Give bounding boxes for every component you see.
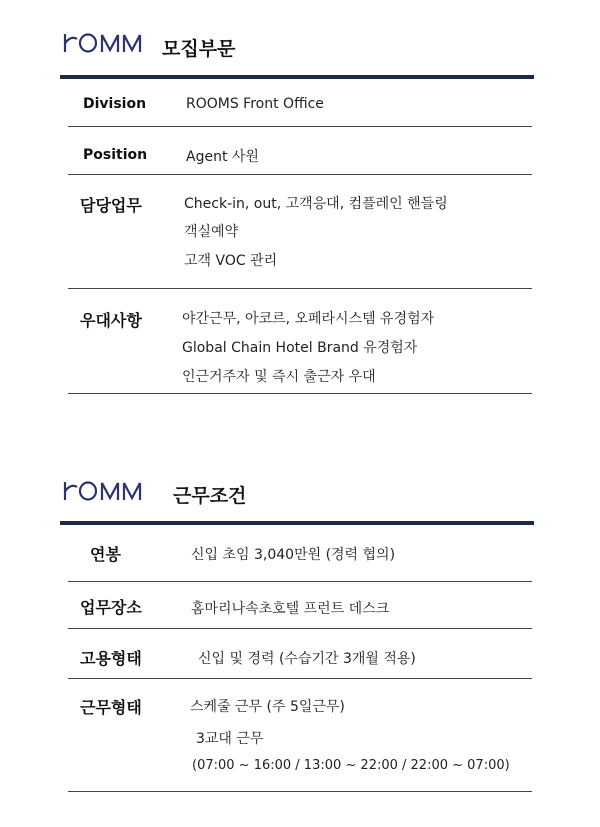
value-workplace: 홈마리나속초호텔 프런트 데스크 (191, 601, 390, 617)
row-divider (68, 628, 532, 629)
label-division: Division (83, 96, 147, 112)
rooms-logo (62, 481, 152, 501)
label-duties: 담당업무 (80, 196, 142, 215)
value-salary: 신입 초임 3,040만원 (경력 협의) (191, 547, 396, 563)
row-divider (68, 581, 532, 582)
section-title-recruitment: 모집부문 (162, 38, 236, 60)
value-duties-line: 고객 VOC 관리 (184, 253, 278, 269)
section-divider (60, 521, 534, 525)
section-title-conditions: 근무조건 (173, 485, 247, 507)
value-schedule-line: (07:00 ~ 16:00 / 13:00 ~ 22:00 / 22:00 ~ 07:00) (192, 758, 510, 773)
section-divider (60, 75, 534, 79)
label-preferred: 우대사항 (80, 311, 142, 330)
rooms-logo (62, 33, 152, 53)
value-employment-type: 신입 및 경력 (수습기간 3개월 적용) (198, 651, 416, 667)
label-work-schedule: 근무형태 (80, 698, 142, 717)
value-duties-line: 객실예약 (184, 224, 239, 240)
value-division: ROOMS Front Office (186, 96, 324, 112)
label-salary: 연봉 (90, 545, 121, 564)
label-workplace: 업무장소 (80, 598, 142, 617)
label-position: Position (83, 147, 148, 163)
value-schedule-line: 3교대 근무 (196, 731, 264, 747)
label-employment-type: 고용형태 (80, 649, 142, 668)
row-divider (68, 174, 532, 175)
value-duties-line: Check-in, out, 고객응대, 컴플레인 핸들링 (184, 196, 448, 212)
value-preferred-line: Global Chain Hotel Brand 유경험자 (182, 340, 418, 356)
row-divider (68, 791, 532, 792)
row-divider (68, 126, 532, 127)
value-preferred-line: 인근거주자 및 즉시 출근자 우대 (182, 369, 376, 385)
value-schedule-line: 스케줄 근무 (주 5일근무) (190, 699, 345, 715)
row-divider (68, 393, 532, 394)
row-divider (68, 288, 532, 289)
value-preferred-line: 야간근무, 아코르, 오페라시스템 유경험자 (182, 311, 435, 327)
value-position: Agent 사원 (186, 149, 259, 165)
row-divider (68, 678, 532, 679)
